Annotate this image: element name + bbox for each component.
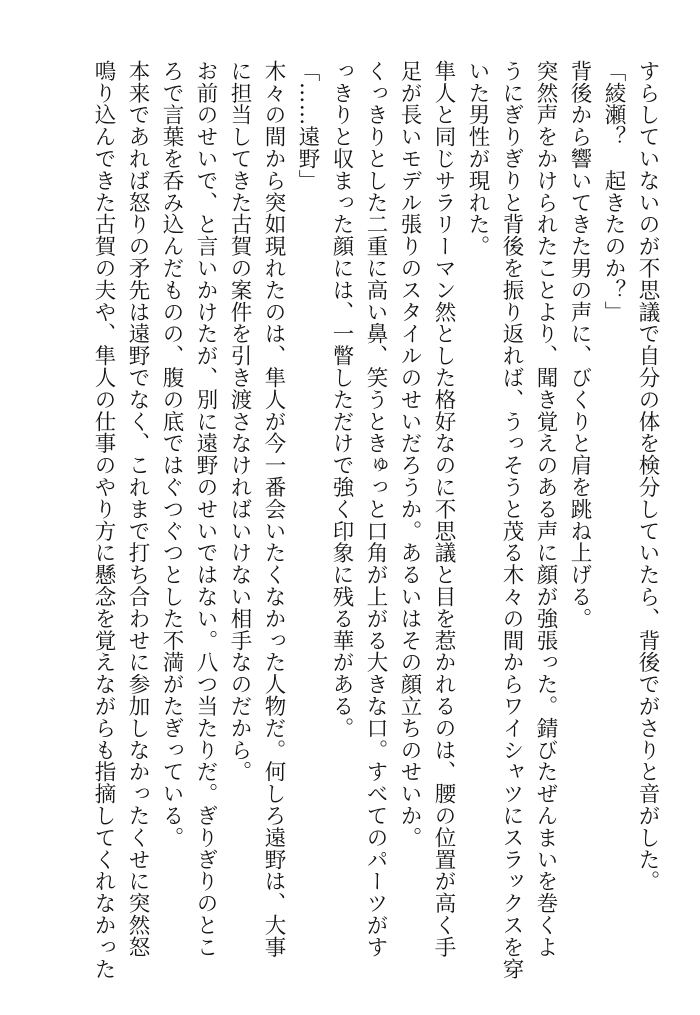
- text-line: うにぎりぎりと背後を振り返れば、うっそうと茂る木々の間からワイシャツにスラックスを穿: [499, 60, 524, 980]
- text-line: いた男性が現れた。: [465, 60, 490, 258]
- text-line: くっきりとした二重に高い鼻、笑うときゅっと口角が上がる大きな口。すべてのパーツがす: [363, 60, 388, 958]
- text-line: お前のせいで、と言いかけたが、別に遠野のせいではない。八つ当たりだ。ぎりぎりのとこ: [193, 60, 218, 958]
- text-line: 隼人と同じサラリーマン然とした格好なのに不思議と目を惹かれるのは、腰の位置が高く手: [431, 60, 456, 958]
- text-line: ろで言葉を呑み込んだものの、腹の底ではぐつぐつとした不満がたぎっている。: [159, 60, 184, 849]
- text-line: に担当してきた古賀の案件を引き渡さなければいけない相手なのだから。: [227, 60, 252, 783]
- text-line: 木々の間から突如現れたのは、隼人が今一番会いたくなかった人物だ。何しろ遠野は、大事: [261, 60, 286, 958]
- text-line: 足が長いモデル張りのスタイルのせいだろうか。あるいはその顔立ちのせいか。: [397, 60, 422, 849]
- text-line: 突然声をかけられたことより、聞き覚えのある声に顔が強張った。錆びたぜんまいを巻くよ: [533, 60, 558, 958]
- text-line: 「綾瀬？ 起きたのか？」: [601, 60, 626, 323]
- text-line: っきりと収まった顔には、一瞥しただけで強く印象に残る華がある。: [329, 60, 354, 739]
- text-line: 鳴り込んできた古賀の夫や、隼人の仕事のやり方に懸念を覚えながらも指摘してくれなかった: [91, 60, 116, 980]
- vertical-text-body: [48, 60, 664, 980]
- text-line: 背後から響いてきた男の声に、びくりと肩を跳ね上げる。: [567, 60, 592, 630]
- text-line: 「……遠野」: [295, 60, 320, 192]
- text-line: 本来であれば怒りの矛先は遠野でなく、これまで打ち合わせに参加しなかったくせに突然怒: [125, 60, 150, 958]
- text-line: すらしていないのが不思議で自分の体を検分していたら、背後でがさりと音がした。: [635, 60, 660, 893]
